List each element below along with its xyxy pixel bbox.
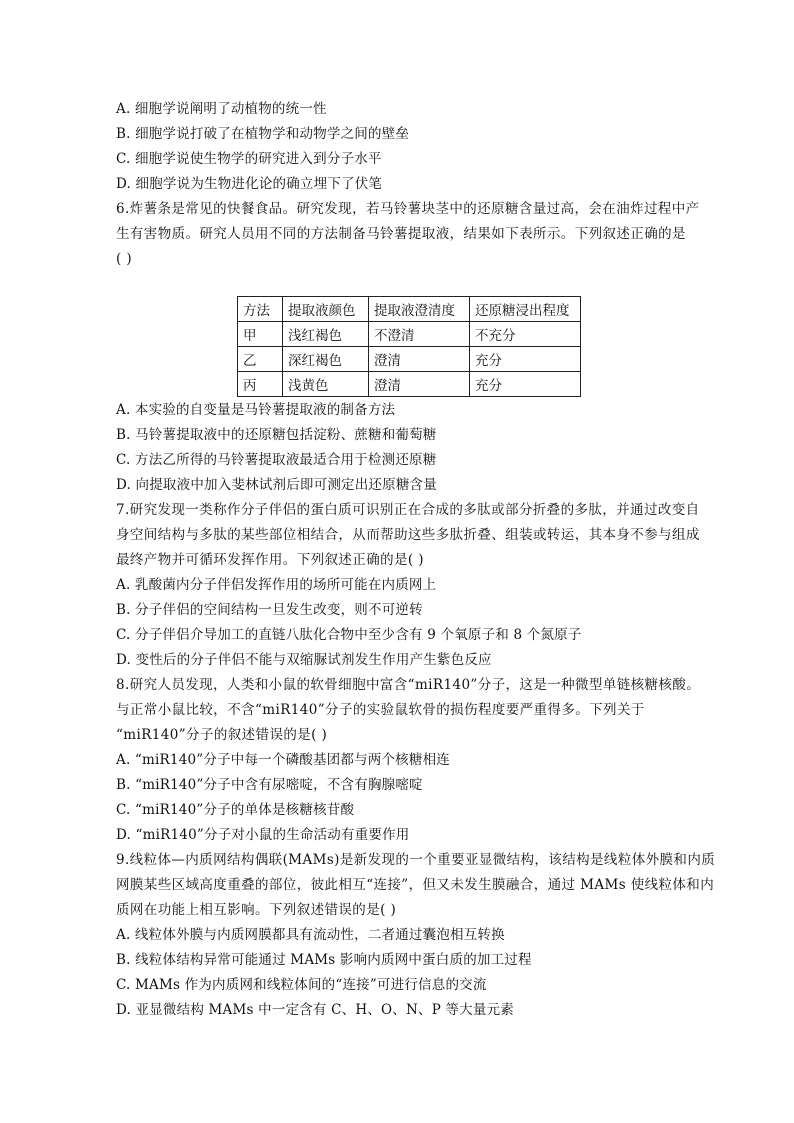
table-cell: 充分 xyxy=(470,372,581,397)
table-header-cell: 方法 xyxy=(238,297,283,322)
q9-option-c: C. MAMs 作为内质网和线粒体间的“连接”可进行信息的交流 xyxy=(116,977,487,993)
q9-option-a: A. 线粒体外膜与内质网膜都具有流动性，二者通过囊泡相互转换 xyxy=(116,927,505,943)
q8-stem-line1: 8.研究人员发现，人类和小鼠的软骨细胞中富含“miR140”分子，这是一种微型单链核糖核酸。 xyxy=(116,677,701,693)
table-cell: 澄清 xyxy=(369,372,470,397)
q8-stem-line2: 与正常小鼠比较，不含“miR140”分子的实验鼠软骨的损伤程度要严重得多。下列关于 xyxy=(116,702,645,718)
table-header-row xyxy=(238,297,581,322)
q6-stem-line3: ( ) xyxy=(116,251,133,267)
q7-option-d: D. 变性后的分子伴侣不能与双缩脲试剂发生作用产生紫色反应 xyxy=(116,652,492,668)
q5-option-a: A. 细胞学说阐明了动植物的统一性 xyxy=(116,101,327,117)
table-cell: 澄清 xyxy=(369,347,470,372)
q9-stem-line1: 9.线粒体—内质网结构偶联(MAMs)是新发现的一个重要亚显微结构，该结构是线粒体外膜和内质 xyxy=(116,852,716,868)
table-cell: 充分 xyxy=(470,347,581,372)
table-header-cell: 还原糖浸出程度 xyxy=(470,297,581,322)
q5-option-d: D. 细胞学说为生物进化论的确立埋下了伏笔 xyxy=(116,176,383,192)
q6-option-a: A. 本实验的自变量是马铃薯提取液的制备方法 xyxy=(116,402,396,418)
table-cell: 不澄清 xyxy=(369,322,470,347)
table-cell: 乙 xyxy=(238,347,283,372)
q9-stem-line2: 网膜某些区域高度重叠的部位，彼此相互“连接”，但又未发生膜融合，通过 MAMs 使线粒体和内 xyxy=(116,877,715,893)
table-row xyxy=(238,372,581,397)
q9-stem-line3: 质网在功能上相互影响。下列叙述错误的是( ) xyxy=(116,902,397,918)
q7-option-a: A. 乳酸菌内分子伴侣发挥作用的场所可能在内质网上 xyxy=(116,577,437,593)
q8-stem-line3: “miR140”分子的叙述错误的是( ) xyxy=(116,727,328,743)
table-cell: 甲 xyxy=(238,322,283,347)
table-row xyxy=(238,322,581,347)
table-cell: 丙 xyxy=(238,372,283,397)
q6-stem-line1: 6.炸薯条是常见的快餐食品。研究发现，若马铃薯块茎中的还原糖含量过高，会在油炸过程中产 xyxy=(116,201,700,217)
q6-stem-line2: 生有害物质。研究人员用不同的方法制备马铃薯提取液，结果如下表所示。下列叙述正确的是 xyxy=(116,226,686,242)
q9-option-d: D. 亚显微结构 MAMs 中一定含有 C、H、O、N、P 等大量元素 xyxy=(116,1002,514,1018)
q6-option-d: D. 向提取液中加入斐林试剂后即可测定出还原糖含量 xyxy=(116,477,437,493)
table-header-cell: 提取液澄清度 xyxy=(369,297,470,322)
table-row xyxy=(238,347,581,372)
q8-option-b: B. “miR140”分子中含有尿嘧啶，不含有胸腺嘧啶 xyxy=(116,777,423,793)
table-cell: 浅黄色 xyxy=(283,372,369,397)
table-cell: 深红褐色 xyxy=(283,347,369,372)
q5-option-c: C. 细胞学说使生物学的研究进入到分子水平 xyxy=(116,151,382,167)
table-cell: 浅红褐色 xyxy=(283,322,369,347)
q5-option-b: B. 细胞学说打破了在植物学和动物学之间的壁垒 xyxy=(116,126,410,142)
table-cell: 不充分 xyxy=(470,322,581,347)
q6-option-c: C. 方法乙所得的马铃薯提取液最适合用于检测还原糖 xyxy=(116,452,437,468)
q9-option-b: B. 线粒体结构异常可能通过 MAMs 影响内质网中蛋白质的加工过程 xyxy=(116,952,532,968)
q8-option-a: A. “miR140”分子中每一个磷酸基团都与两个核糖相连 xyxy=(116,752,450,768)
q7-stem-line3: 最终产物并可循环发挥作用。下列叙述正确的是( ) xyxy=(116,552,424,568)
q8-option-d: D. “miR140”分子对小鼠的生命活动有重要作用 xyxy=(116,827,410,843)
q7-option-b: B. 分子伴侣的空间结构一旦发生改变，则不可逆转 xyxy=(116,602,423,618)
q6-option-b: B. 马铃薯提取液中的还原糖包括淀粉、蔗糖和葡萄糖 xyxy=(116,427,437,443)
q7-option-c: C. 分子伴侣介导加工的直链八肽化合物中至少含有 9 个氧原子和 8 个氮原子 xyxy=(116,627,582,643)
table-header-cell: 提取液颜色 xyxy=(283,297,369,322)
q8-option-c: C. “miR140”分子的单体是核糖核苷酸 xyxy=(116,802,355,818)
q7-stem-line1: 7.研究发现一类称作分子伴侣的蛋白质可识别正在合成的多肽或部分折叠的多肽，并通过改变自 xyxy=(116,502,700,518)
q6-results-table xyxy=(237,296,581,397)
q7-stem-line2: 身空间结构与多肽的某些部位相结合，从而帮助这些多肽折叠、组装或转运，其本身不参与组成 xyxy=(116,527,700,543)
